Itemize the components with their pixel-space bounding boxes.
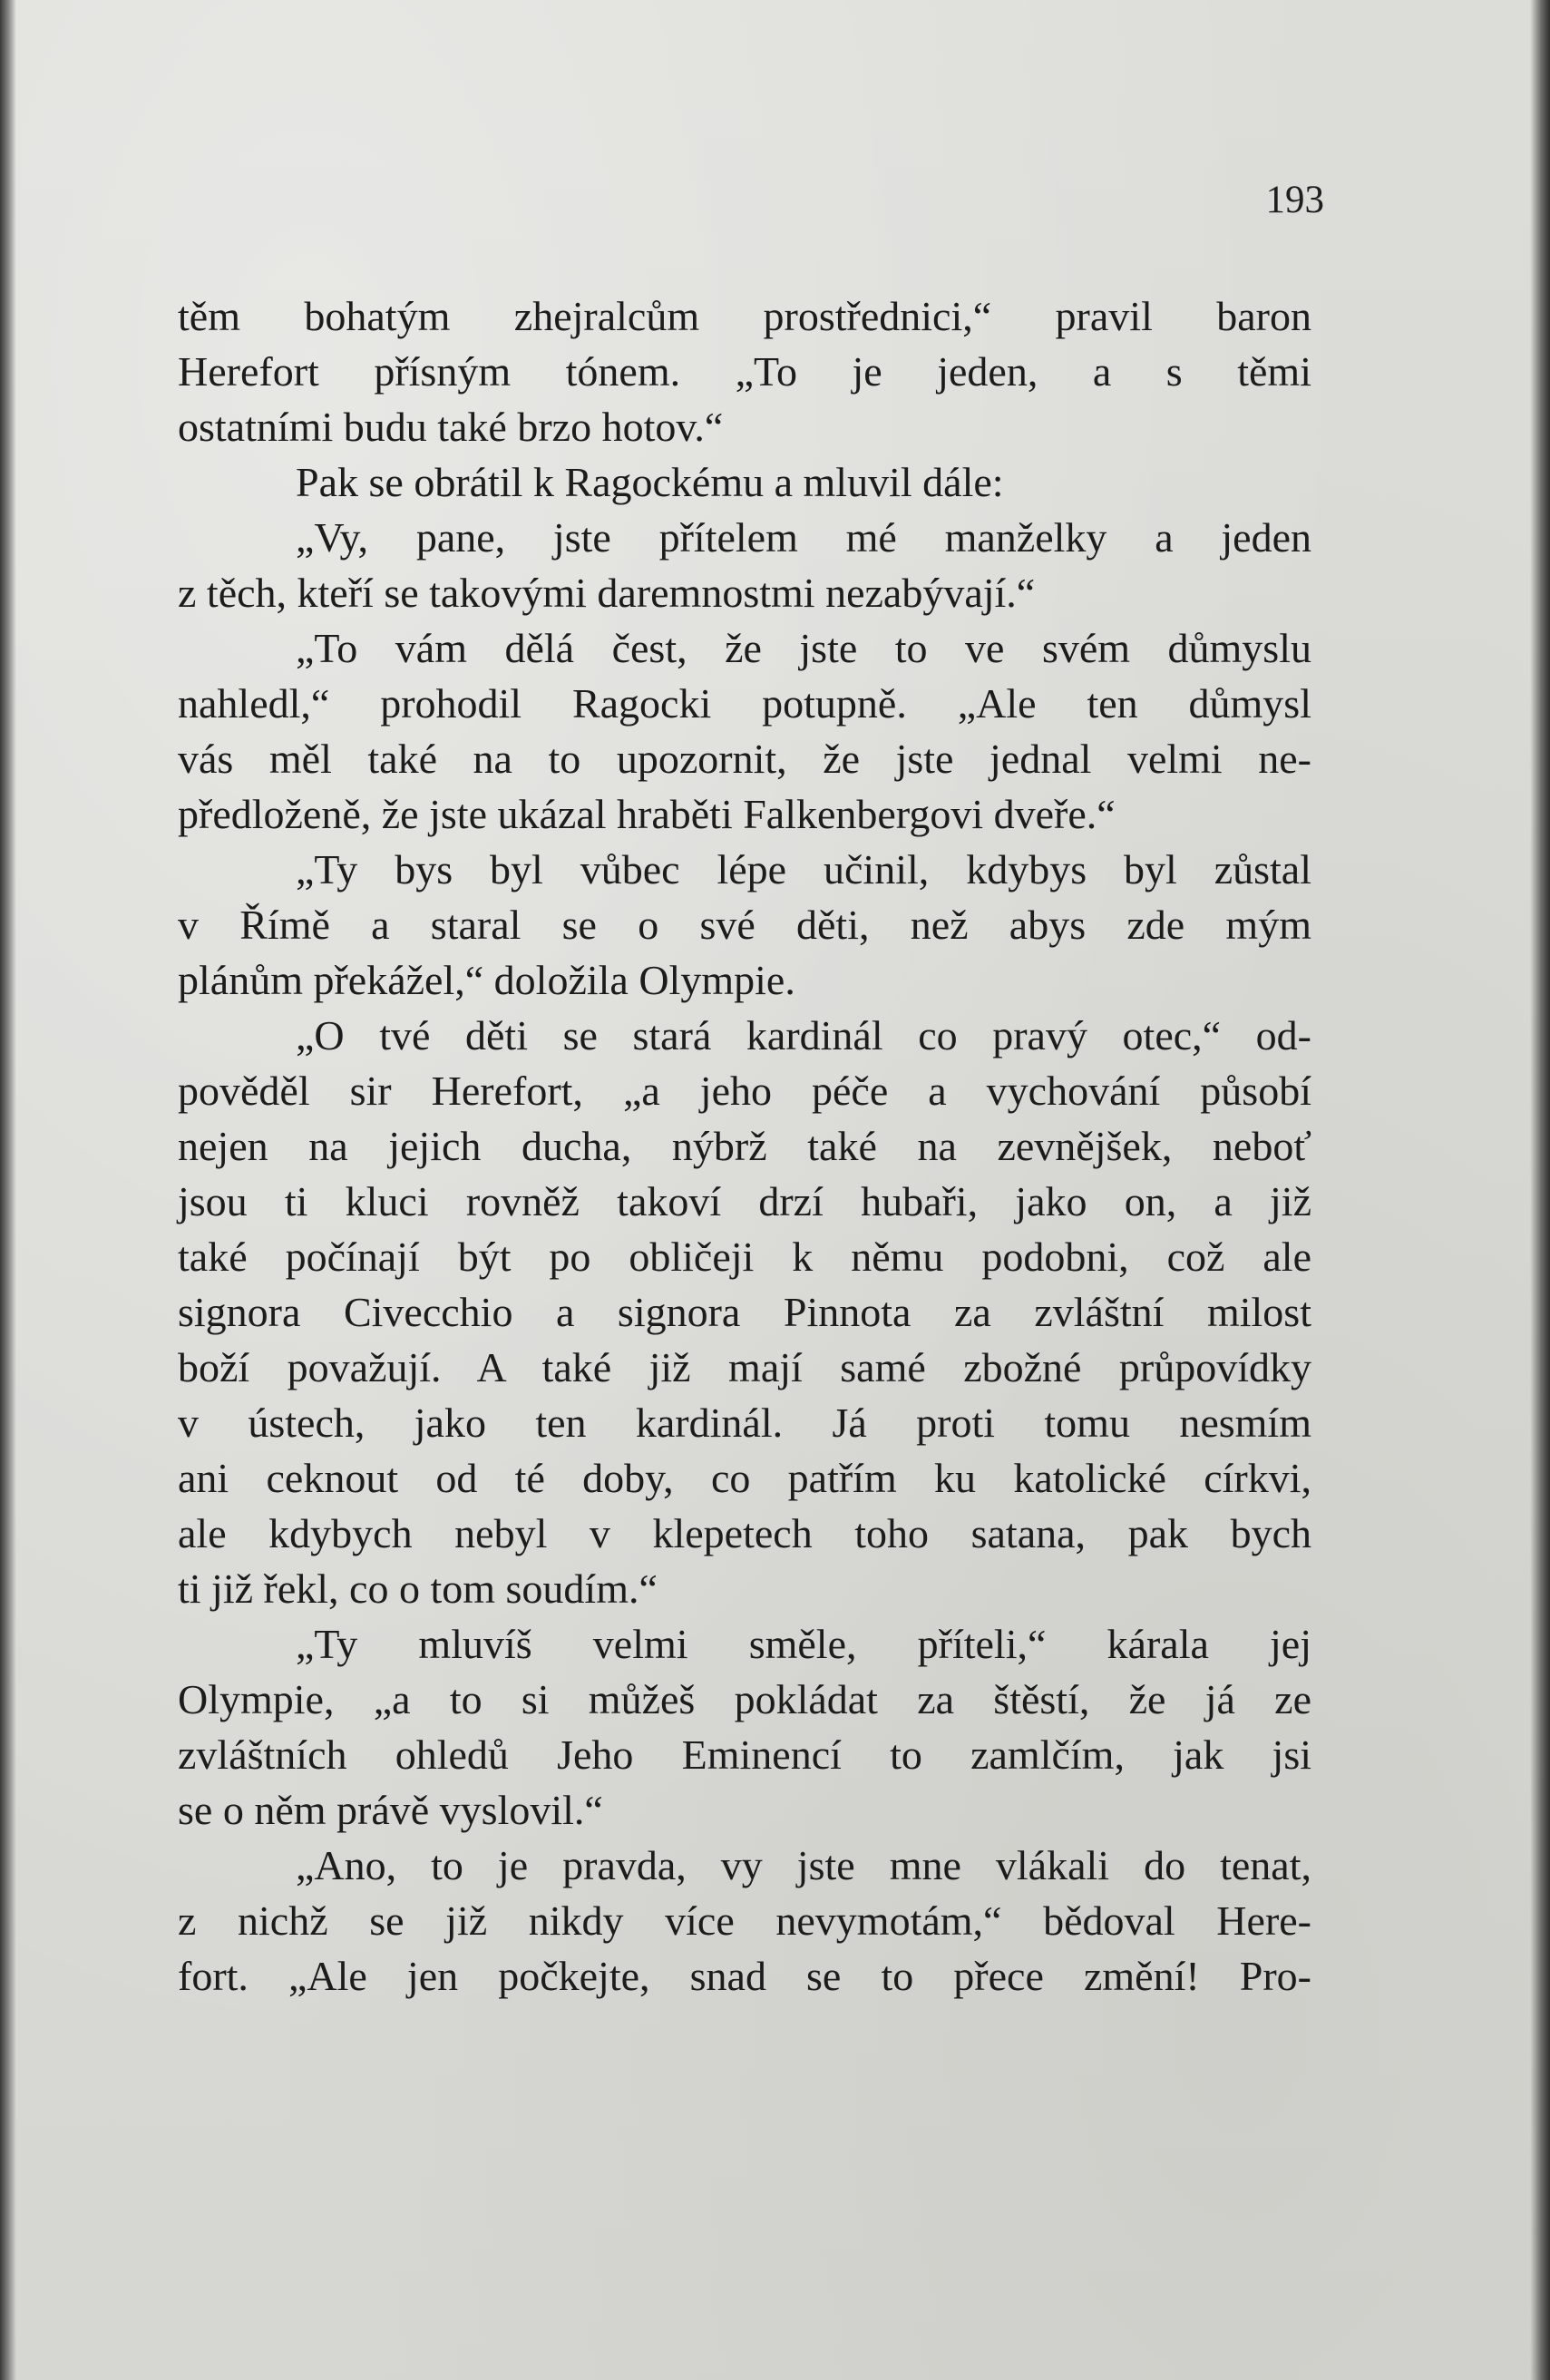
text-line: ostatními budu také brzo hotov.“ [178,404,724,450]
text-line: zvláštních ohledů Jeho Eminencí to zamlčím, jak jsi [178,1731,1311,1778]
paragraph [178,842,1311,1008]
body-text [178,288,1311,2004]
text-line: nejen na jejich ducha, nýbrž také na zevnějšek, neboť [178,1123,1311,1169]
text-line: pověděl sir Herefort, „a jeho péče a vychování působí [178,1068,1311,1114]
paragraph [178,1008,1311,1616]
text-line: Herefort přísným tónem. „To je jeden, a s těmi [178,348,1311,395]
text-line: „To vám dělá čest, že jste to ve svém důmyslu [296,625,1311,671]
text-line: také počínají být po obličeji k němu podobni, což ale [178,1234,1311,1280]
paragraph [178,454,1311,510]
text-line: „Vy, pane, jste přítelem mé manželky a jeden [296,514,1311,561]
paragraph [178,288,1311,454]
text-line: se o něm právě vyslovil.“ [178,1787,603,1833]
text-line: Olympie, „a to si můžeš pokládat za štěstí, že já ze [178,1676,1311,1722]
page-number: 193 [1265,179,1324,221]
text-line: ale kdybych nebyl v klepetech toho satana, pak bych [178,1510,1311,1556]
paragraph [178,510,1311,620]
paragraph [178,1616,1311,1838]
text-line: „O tvé děti se stará kardinál co pravý otec,“ od- [296,1012,1311,1058]
text-line: „Ty mluvíš velmi směle, příteli,“ kárala jej [296,1621,1311,1667]
text-line: ani ceknout od té doby, co patřím ku katolické církvi, [178,1455,1311,1501]
text-line: Pak se obrátil k Ragockému a mluvil dále: [296,459,1004,505]
text-line: těm bohatým zhejralcům prostřednici,“ pravil baron [178,293,1311,339]
text-line: fort. „Ale jen počkejte, snad se to přece změní! Pro- [178,1953,1311,1999]
text-line: signora Civecchio a signora Pinnota za zvláštní milost [178,1289,1311,1335]
page-edge-left [0,0,16,2380]
text-line: ti již řekl, co o tom soudím.“ [178,1566,658,1612]
paragraph [178,1838,1311,2004]
page-edge-right [1530,0,1550,2380]
text-line: plánům překážel,“ doložila Olympie. [178,957,795,1003]
text-line: nahledl,“ prohodil Ragocki potupně. „Ale ten důmysl [178,680,1311,727]
text-line: vás měl také na to upozornit, že jste jednal velmi ne- [178,736,1311,782]
text-line: jsou ti kluci rovněž takoví drzí hubaři, jako on, a již [178,1178,1311,1224]
text-line: z nichž se již nikdy více nevymotám,“ bědoval Here- [178,1897,1311,1944]
text-line: předloženě, že jste ukázal hraběti Falkenbergovi dveře.“ [178,791,1116,837]
text-line: „Ty bys byl vůbec lépe učinil, kdybys byl zůstal [296,846,1311,892]
text-line: „Ano, to je pravda, vy jste mne vlákali do tenat, [296,1842,1311,1888]
paragraph [178,620,1311,842]
text-line: z těch, kteří se takovými daremnostmi nezabývají.“ [178,570,1036,616]
text-line: v ústech, jako ten kardinál. Já proti tomu nesmím [178,1400,1311,1446]
text-line: boží považují. A také již mají samé zbožné průpovídky [178,1344,1311,1390]
text-line: v Římě a staral se o své děti, než abys zde mým [178,902,1311,948]
